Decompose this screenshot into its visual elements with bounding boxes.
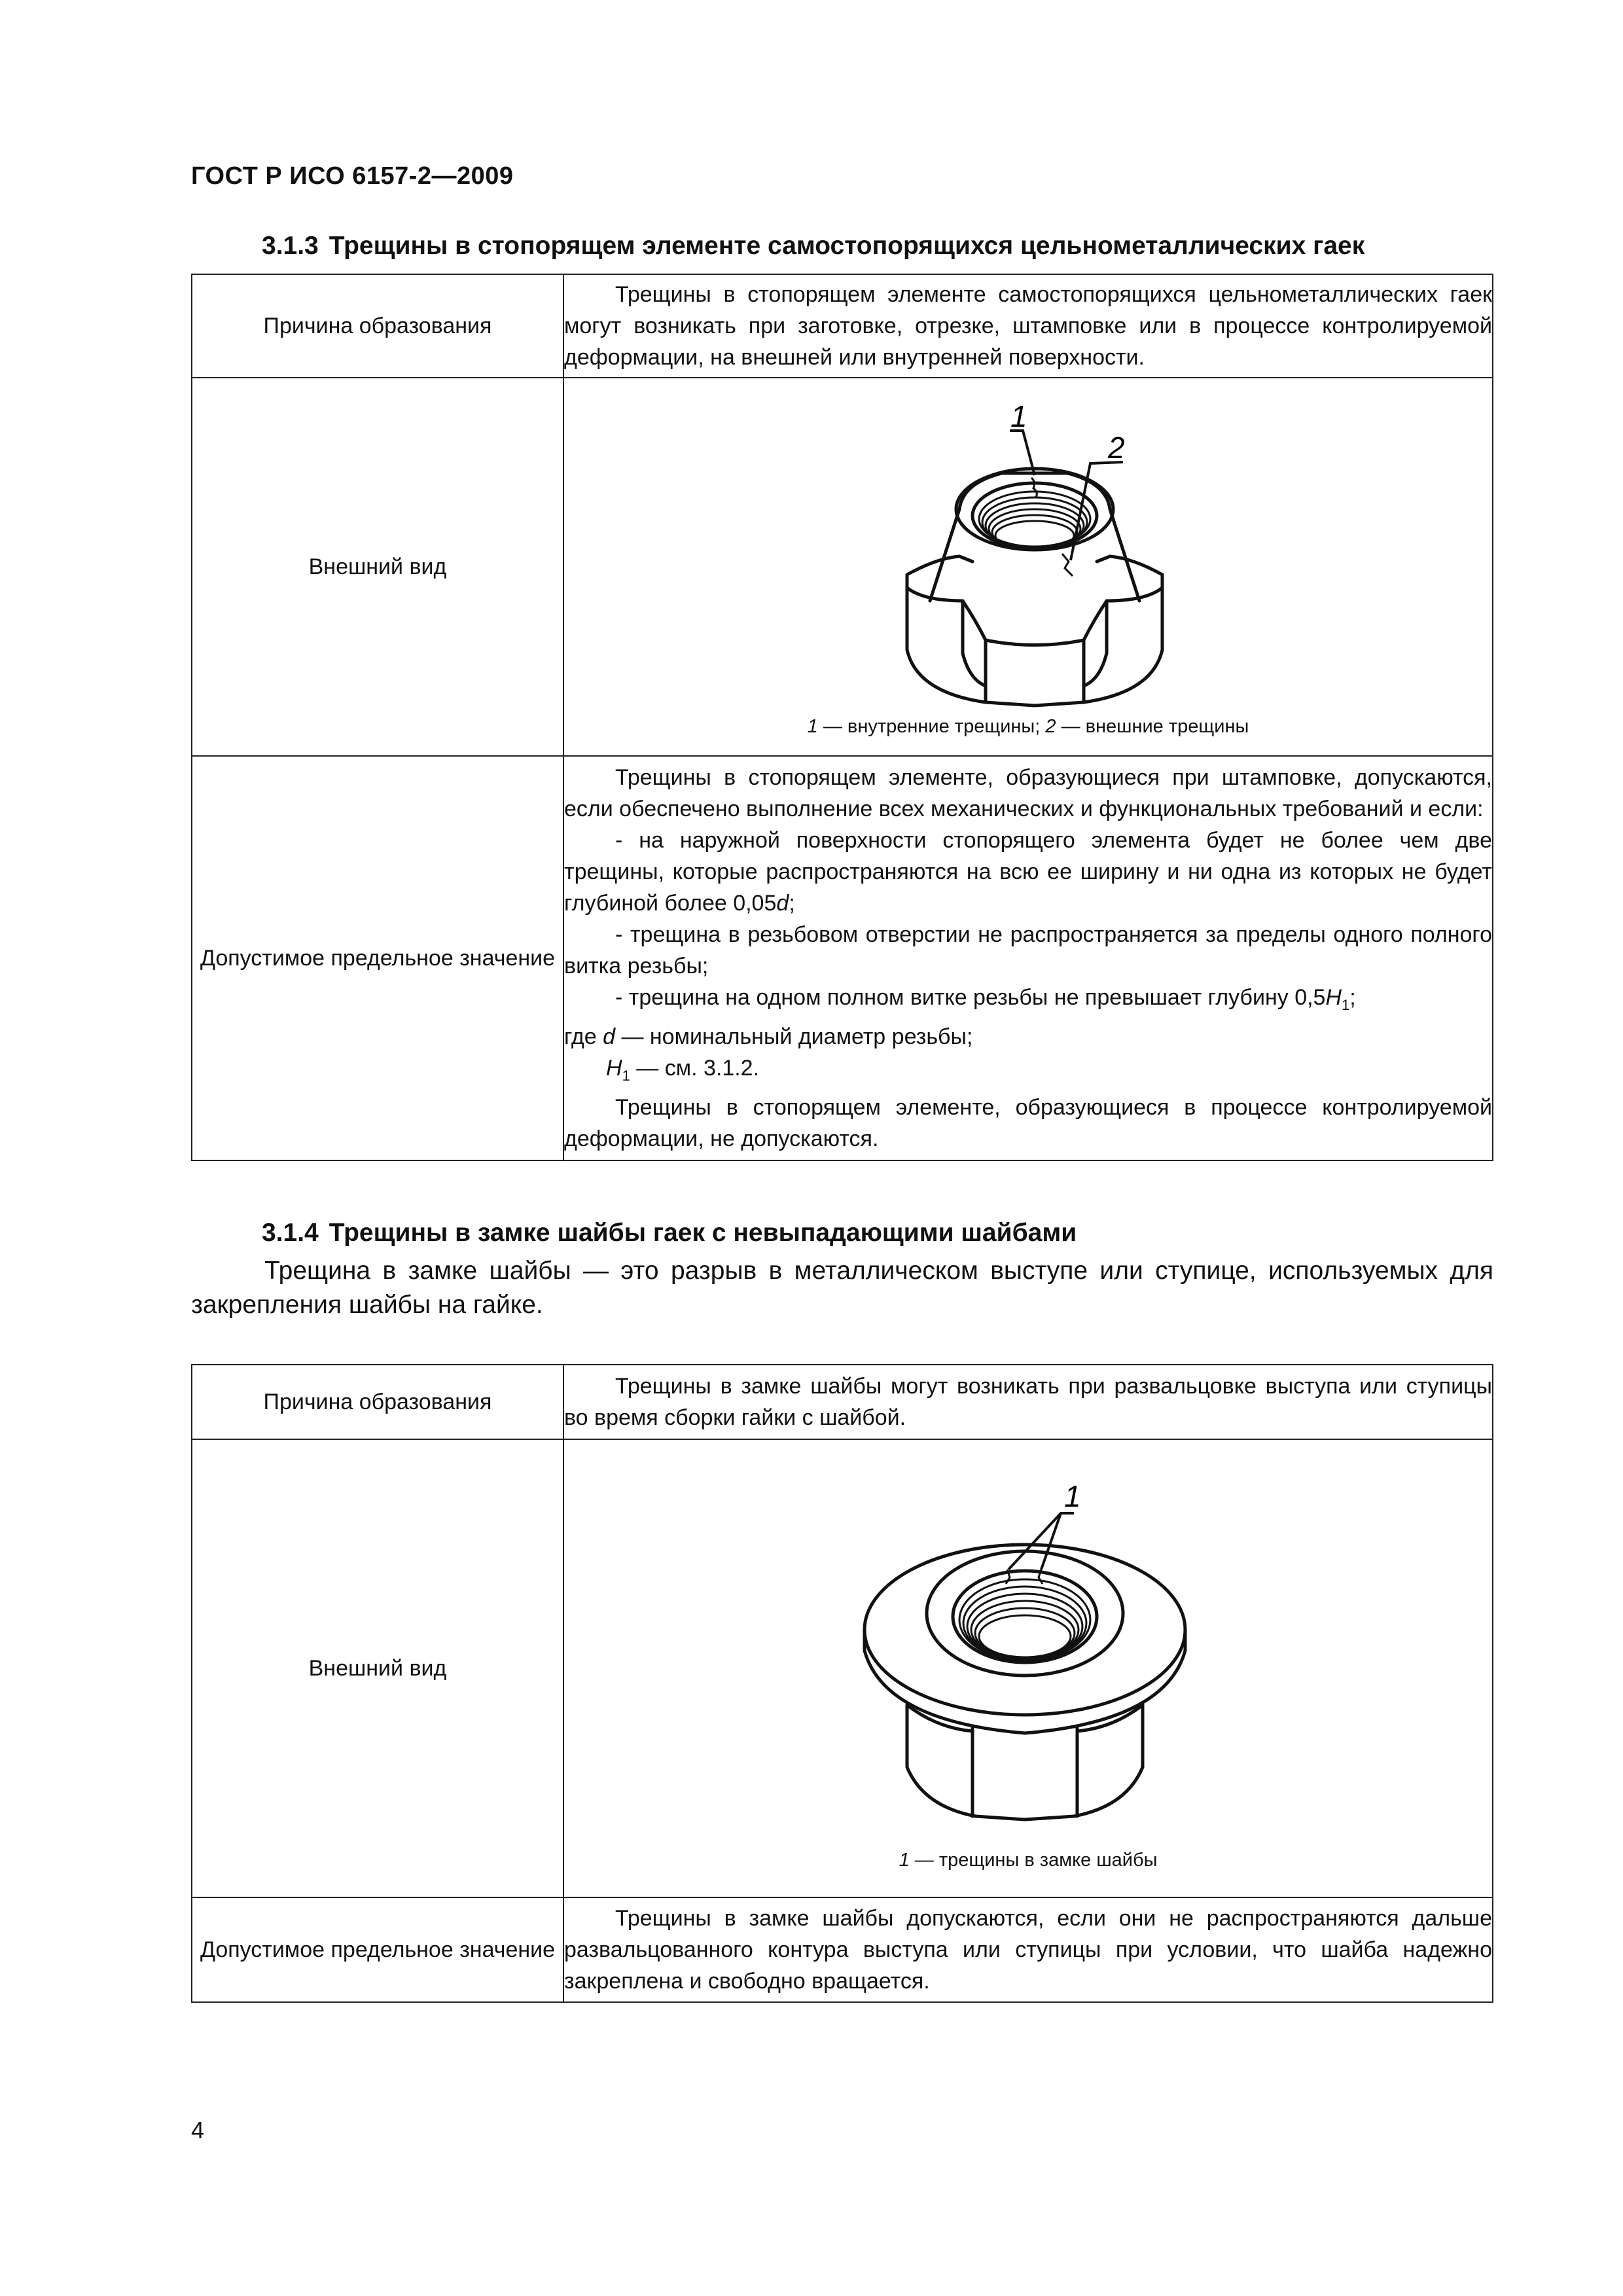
- limit-paragraph: - трещина в резьбовом отверстии не распространяется за пределы одного полного витка резьбы;: [564, 922, 1492, 979]
- appearance-figure-cell: [563, 1439, 1493, 1897]
- callout-1: 1: [1064, 1479, 1081, 1513]
- limit-label-cell: [192, 1897, 563, 2002]
- figure-caption: 1 — внутренние трещины; 2 — внешние трещины: [807, 715, 1249, 737]
- cause-text: Трещины в замке шайбы могут возникать при развальцовке выступа или ступицы во время сборки гайки с шайбой.: [564, 1374, 1492, 1430]
- limit-paragraph: Трещины в стопорящем элементе, образующиеся при штамповке, допускаются, если обеспечено выполнение всех механических и функциональных требований и если:: [564, 765, 1492, 822]
- section-heading: Трещины в стопорящем элементе самостопорящихся цельнометаллических гаек: [329, 232, 1365, 260]
- defect-table-3-1-4: [191, 1364, 1493, 2003]
- limit-label: Допустимое предельное значение: [200, 1937, 556, 1962]
- section-number: 3.1.4: [262, 1219, 319, 1247]
- intro-text: Трещина в замке шайбы — это разрыв в металлическом выступе или ступице, используемых для закрепления шайбы на гайке.: [191, 1257, 1493, 1319]
- appearance-label-cell: [192, 378, 563, 756]
- locknut-crack-figure: [845, 404, 1211, 712]
- limit-paragraph: $H_1$ — см. 3.1.2.: [606, 1056, 760, 1084]
- limit-paragraph: Трещины в стопорящем элементе, образующиеся в процессе контролируемой деформации, не допускаются.: [564, 1094, 1492, 1151]
- limit-text-cell: [563, 1897, 1493, 2002]
- defect-table-3-1-3: [191, 274, 1493, 1161]
- section-heading: Трещины в замке шайбы гаек с невыпадающими шайбами: [329, 1219, 1077, 1247]
- section-number: 3.1.3: [262, 232, 319, 260]
- cause-label: Причина образования: [263, 314, 492, 338]
- limit-paragraph: где d — номинальный диаметр резьбы;: [564, 1024, 973, 1049]
- appearance-label-cell: [192, 1439, 563, 1897]
- figure-caption: 1 — трещины в замке шайбы: [899, 1849, 1158, 1871]
- appearance-label: Внешний вид: [308, 554, 447, 579]
- flange-nut-crack-figure: [845, 1479, 1211, 1846]
- limit-paragraph: - на наружной поверхности стопорящего элемента будет не более чем две трещины, которые распространяются на всю ее ширину и ни одна из которых не будет глубиной более 0,05d;: [564, 828, 1492, 916]
- cause-label: Причина образования: [263, 1390, 492, 1414]
- limit-text-cell: [563, 756, 1493, 1160]
- limit-label: Допустимое предельное значение: [200, 946, 556, 971]
- appearance-label: Внешний вид: [308, 1656, 447, 1681]
- section-3-1-4-title: [262, 1219, 1077, 1247]
- page-number: 4: [191, 2117, 205, 2144]
- limit-paragraph: - трещина на одном полном витке резьбы не превышает глубину $0,5H_1$;: [615, 985, 1356, 1013]
- cause-text-cell: [563, 274, 1493, 378]
- callout-2: 2: [1108, 430, 1125, 465]
- document-id-header: ГОСТ Р ИСО 6157-2—2009: [191, 162, 514, 190]
- limit-paragraph: Трещины в замке шайбы допускаются, если они не распространяются дальше развальцованного контура выступа или ступицы при условии, что шайба надежно закреплена и свободно вращается.: [564, 1906, 1492, 1994]
- cause-label-cell: [192, 274, 563, 378]
- cause-text-cell: [563, 1365, 1493, 1439]
- section-3-1-3-title: [262, 232, 1364, 260]
- appearance-figure-cell: [563, 378, 1493, 756]
- cause-label-cell: [192, 1365, 563, 1439]
- section-intro: [191, 1254, 1493, 1322]
- cause-text: Трещины в стопорящем элементе самостопорящихся цельнометаллических гаек могут возникать при заготовке, отрезке, штамповке или в процессе контролируемой деформации, на внешней или внутренней поверхности.: [564, 282, 1492, 370]
- limit-label-cell: [192, 756, 563, 1160]
- callout-1: 1: [1010, 404, 1027, 433]
